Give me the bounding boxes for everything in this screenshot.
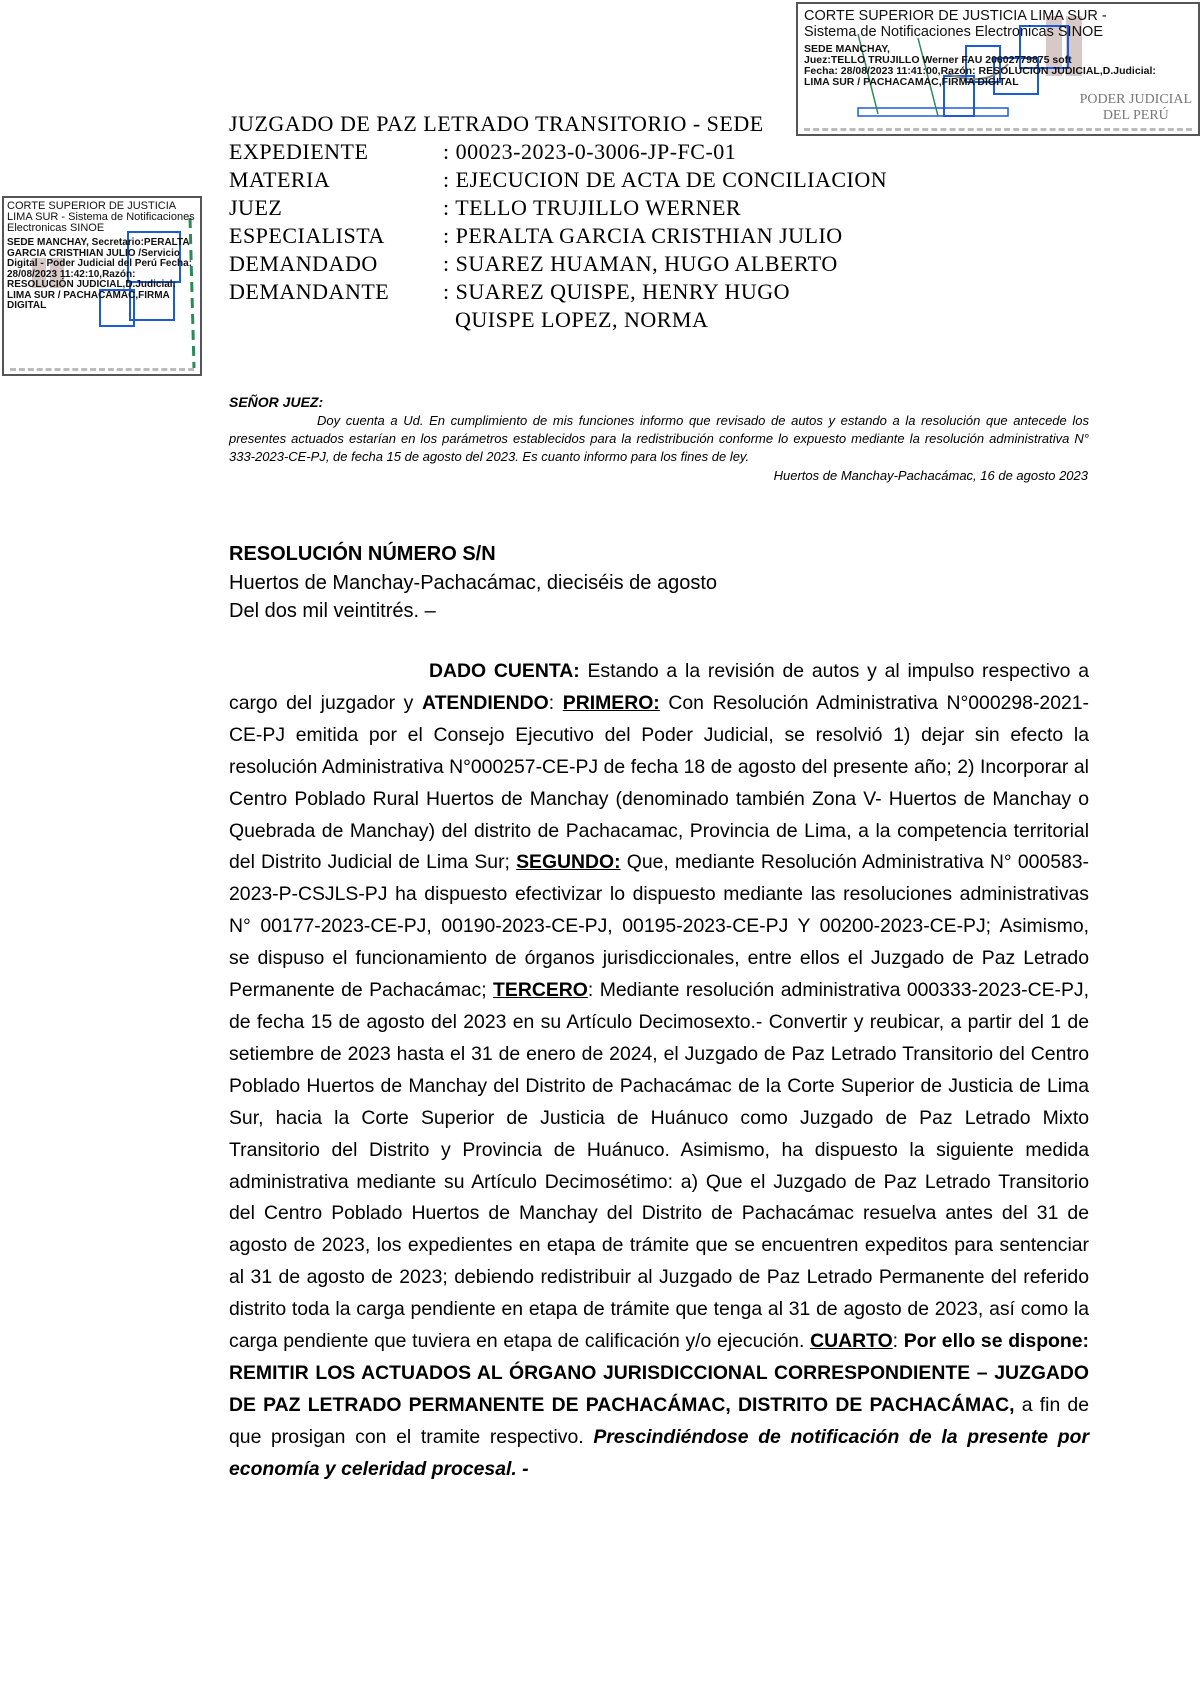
digital-signature-stamp-judge: PODER JUDICIAL DEL PERÚ CORTE SUPERIOR DE JUSTICIA LIMA SUR - Sistema de Notificaciones Electronicas SINOE SEDE MANCHAY, Juez:TELLO TRUJILLO Werner FAU 20602779875 soft Fecha: 28/08/2023 11:41:00,Razón: RESOLUCIÓN JUDICIAL,D.Judicial: LIMA SUR / PACHACAMAC,FIRMA DIGITAL xyxy=(796,2,1200,136)
header-row-materia: MATERIA : EJECUCION DE ACTA DE CONCILIACION xyxy=(229,167,888,192)
header-row-demandado: DEMANDADO : SUAREZ HUAMAN, HUGO ALBERTO xyxy=(229,251,838,276)
court-name: JUZGADO DE PAZ LETRADO TRANSITORIO - SEDE xyxy=(229,111,764,136)
header-row-especialista: ESPECIALISTA : PERALTA GARCIA CRISTHIAN JULIO xyxy=(229,223,843,248)
digital-signature-stamp-secretary: CORTE SUPERIOR DE JUSTICIA LIMA SUR - Sistema de Notificaciones Electronicas SINOE SEDE MANCHAY, Secretario:PERALTA GARCIA CRISTHIAN JULIO /Servicio Digital - Poder Judicial del Perú Fecha: 28/08/2023 11:42:10,Razón: RESOLUCIÓN JUDICIAL,D.Judicial: LIMA SUR / PACHACAMAC,FIRMA DIGITAL xyxy=(2,196,202,376)
resolution-title: RESOLUCIÓN NÚMERO S/N xyxy=(229,543,496,565)
header-row-expediente: EXPEDIENTE : 00023-2023-0-3006-JP-FC-01 xyxy=(229,139,737,164)
resolution-year: Del dos mil veintitrés. – xyxy=(229,600,436,622)
resolution-place-date: Huertos de Manchay-Pachacámac, dieciséis de agosto xyxy=(229,572,718,594)
header-row-demandante: DEMANDANTE : SUAREZ QUISPE, HENRY HUGO xyxy=(229,279,790,304)
header-row-demandante-2: QUISPE LOPEZ, NORMA xyxy=(443,307,709,332)
header-row-juez: JUEZ : TELLO TRUJILLO WERNER xyxy=(229,195,742,220)
clerk-note: Doy cuenta a Ud. En cumplimiento de mis funciones informo que revisado de autos y estando a la resolución que antecede los presentes actuados estarían en los parámetros establecidos para la redistribución conforme lo expuesto mediante la resolución administrativa N° 333-2023-CE-PJ, de fecha 15 de agosto del 2023. Es cuanto informo para los fines de ley. xyxy=(229,413,1089,464)
note-date: Huertos de Manchay-Pachacámac, 16 de agosto 2023 xyxy=(773,468,1088,483)
note-heading: SEÑOR JUEZ: xyxy=(229,394,324,410)
case-header xyxy=(229,110,887,334)
poder-judicial-logo: PODER JUDICIAL DEL PERÚ xyxy=(1079,92,1192,123)
resolution-body: DADO CUENTA: Estando a la revisión de autos y al impulso respectivo a cargo del juzgador y ATENDIENDO: PRIMERO: Con Resolución Administrativa N°000298-2021-CE-PJ emitida por el Consejo Ejecutivo del Poder Judicial, se resolvió 1) dejar sin efecto la resolución Administrativa N°000257-CE-PJ de fecha 18 de agosto del presente año; 2) Incorporar al Centro Poblado Rural Huertos de Manchay (denominado también Zona V- Huertos de Manchay o Quebrada de Manchay) del distrito de Pachacamac, Provincia de Lima, a la competencia territorial del Distrito Judicial de Lima Sur; SEGUNDO: Que, mediante Resolución Administrativa N° 000583-2023-P-CSJLS-PJ ha dispuesto efectivizar lo dispuesto mediante las resoluciones administrativas N° 00177-2023-CE-PJ, 00190-2023-CE-PJ, 00195-2023-CE-PJ Y 00200-2023-CE-PJ; Asimismo, se dispuso el funcionamiento de órganos jurisdiccionales, entre ellos el Juzgado de Paz Letrado Permanente de Pachacámac; TERCERO: Mediante resolución administrativa 000333-2023-CE-PJ, de fecha 15 de agosto del 2023 en su Artículo Decimosexto.- Convertir y reubicar, a partir del 1 de setiembre de 2023 hasta el 31 de enero de 2024, el Juzgado de Paz Letrado Transitorio del Centro Poblado Huertos de Manchay del Distrito de Pachacámac de la Corte Superior de Justicia de Lima Sur, hacia la Corte Superior de Justicia de Huánuco como Juzgado de Paz Letrado Mixto Transitorio del Distrito y Provincia de Huánuco. Asimismo, ha dispuesto la siguiente medida administrativa mediante su Artículo Decimosétimo: a) Que el Juzgado de Paz Letrado Transitorio del Centro Poblado Huertos de Manchay del Distrito de Pachacámac resuelva antes del 31 de agosto de 2023, los expedientes en etapa de trámite que se encuentren expeditos para sentenciar al 31 de agosto de 2023; debiendo redistribuir al Juzgado de Paz Letrado Permanente del referido distrito toda la carga pendiente en etapa de trámite que tenga al 31 de agosto de 2023, así como la carga pendiente que tuviera en etapa de calificación y/o ejecución. CUARTO: Por ello se dispone: REMITIR LOS ACTUADOS AL ÓRGANO JURISDICCIONAL CORRESPONDIENTE – JUZGADO DE PAZ LETRADO PERMANENTE DE PACHACÁMAC, DISTRITO DE PACHACÁMAC, a fin de que prosigan con el tramite respectivo. Prescindiéndose de notificación de la presente por economía y celeridad procesal. - xyxy=(229,660,1090,1480)
